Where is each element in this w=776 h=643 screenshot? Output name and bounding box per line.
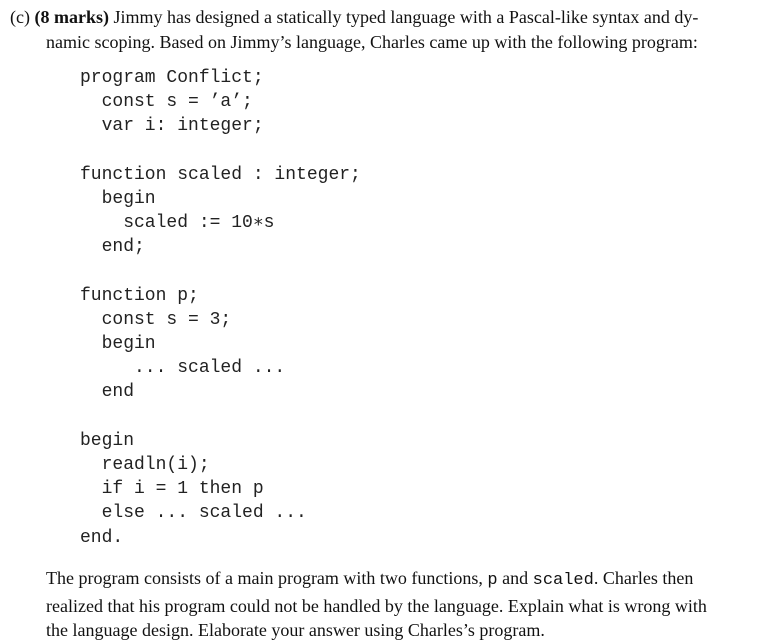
code-line: begin [80,188,156,209]
code-line [80,260,361,284]
function-name-p: p [487,571,498,590]
code-line: end. [80,527,124,548]
code-line: begin [80,430,135,451]
code-line: var i: integer; [80,116,264,137]
function-name-scaled: scaled [532,571,594,590]
code-line: const s = ’a’; [80,92,253,113]
code-line [80,405,361,429]
question-body [46,566,762,643]
code-line: end; [80,237,145,258]
code-line: program Conflict; [80,68,264,88]
code-line: function scaled : integer; [80,164,361,185]
code-line: function p; [80,285,199,306]
code-line [80,139,361,163]
question-intro [10,5,762,55]
code-line: end [80,382,135,403]
code-line: const s = 3; [80,309,232,330]
body-line-1 [46,566,762,594]
question-marks: (8 marks) [34,7,109,27]
code-line: if i = 1 then p [80,479,264,500]
body-text: and [497,568,533,588]
intro-line-2: namic scoping. Based on Jimmy’s language, Charles came up with the following program: [46,32,698,52]
body-line-3: the language design. Elaborate your answer using Charles’s program. [46,620,545,640]
code-listing [80,66,361,550]
code-line: begin [80,334,156,355]
code-line: else ... scaled ... [80,503,307,524]
body-text: The program consists of a main program with two functions, [46,568,488,588]
code-line: ... scaled ... [80,358,286,379]
body-line-2: realized that his program could not be handled by the language. Explain what is wrong with [46,595,707,616]
intro-line-1: Jimmy has designed a statically typed language with a Pascal-like syntax and dy- [113,7,699,27]
code-line: scaled := 10∗s [80,213,275,234]
code-line: readln(i); [80,455,210,475]
body-text: . Charles then [593,568,694,588]
question-label: (c) [10,7,30,27]
